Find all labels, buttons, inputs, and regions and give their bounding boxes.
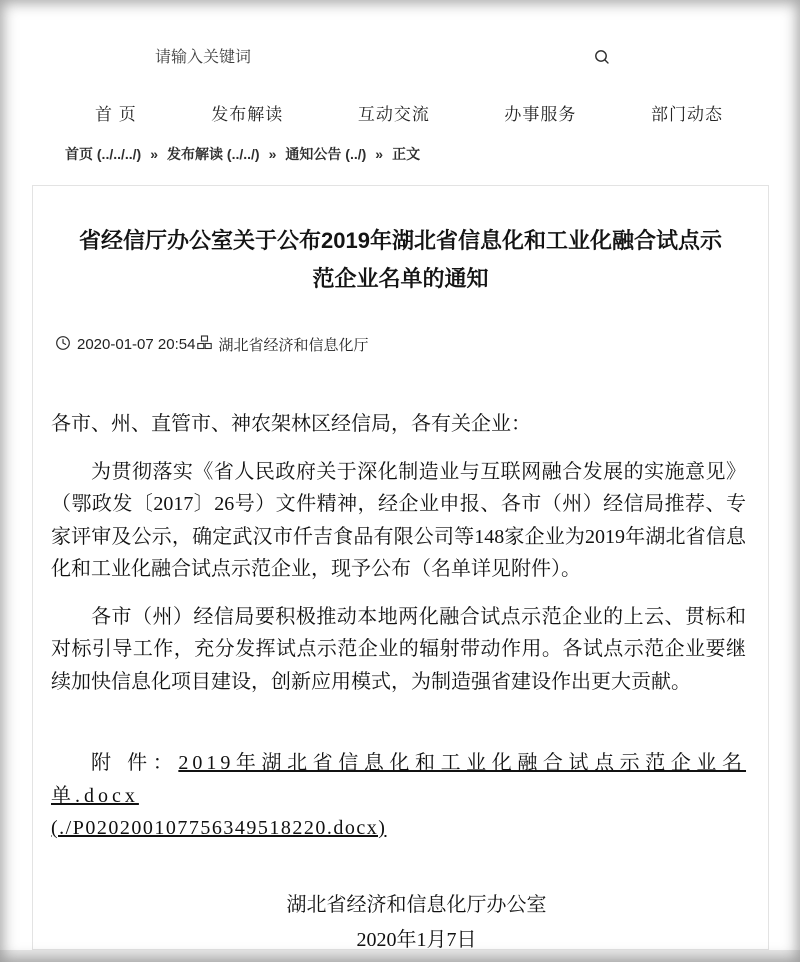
- breadcrumb-separator: »: [375, 146, 384, 162]
- document-body: [33, 408, 768, 958]
- salutation-paragraph: 各市、州、直管市、神农架林区经信局，各有关企业：: [51, 413, 531, 435]
- article-card: [32, 185, 769, 950]
- clock-icon: [55, 335, 71, 355]
- page-title: 省经信厅办公室关于公布2019年湖北省信息化和工业化融合试点示范企业名单的通知: [79, 228, 722, 291]
- nav-item-releases[interactable]: 发布解读: [211, 105, 284, 124]
- signature-block: [69, 888, 764, 958]
- breadcrumb-separator: »: [268, 146, 277, 162]
- signature-office: 湖北省经济和信息化厅办公室: [286, 893, 547, 916]
- nav-item-interact[interactable]: 互动交流: [357, 105, 430, 124]
- attachment-link-path[interactable]: (./P020200107756349518220.docx): [51, 817, 387, 839]
- attachment-block: [51, 747, 746, 845]
- publish-source: 湖北省经济和信息化厅: [218, 337, 369, 354]
- page-footer-strip: [0, 950, 800, 962]
- search-button[interactable]: [589, 45, 615, 71]
- publish-datetime: 2020-01-07 20:54: [77, 336, 196, 353]
- article-meta: [55, 334, 368, 355]
- nav-item-services[interactable]: 办事服务: [504, 105, 577, 124]
- body-paragraph-1: 为贯彻落实《省人民政府关于深化制造业与互联网融合发展的实施意见》（鄂政发〔2017〕26号）文件精神，经企业申报、各市（州）经信局推荐、专家评审及公示，确定武汉市仟吉食品有限公司等148家企业为2019年湖北省信息化和工业化融合试点示范企业，现予公布（名单详见附件）。: [51, 460, 746, 580]
- attachment-label: 附 件：: [91, 752, 179, 774]
- breadcrumb-current: 正文: [392, 146, 421, 162]
- body-paragraph-2: 各市（州）经信局要积极推动本地两化融合试点示范企业的上云、贯标和对标引导工作，充分发挥试点示范企业的辐射带动作用。各试点示范企业要继续加快信息化项目建设，创新应用模式，为制造强省建设作出更大贡献。: [51, 605, 746, 693]
- nav-item-updates[interactable]: 部门动态: [650, 105, 723, 124]
- search-input[interactable]: [155, 43, 535, 73]
- nav-item-home[interactable]: 首 页: [95, 105, 137, 124]
- breadcrumb-home[interactable]: 首页 (../../../): [65, 146, 142, 162]
- breadcrumb-separator: »: [150, 146, 159, 162]
- breadcrumb-notices[interactable]: 通知公告 (../): [285, 146, 367, 162]
- signature-date: 2020年1月7日: [356, 928, 477, 951]
- main-nav: [95, 100, 723, 125]
- breadcrumb-releases[interactable]: 发布解读 (../../): [167, 146, 260, 162]
- search-bar: [155, 40, 615, 76]
- search-icon: [593, 48, 611, 69]
- attachment-link[interactable]: 2019年湖北省信息化和工业化融合试点示范企业名单.docx: [51, 752, 747, 807]
- breadcrumb: [65, 144, 420, 164]
- organization-icon: [197, 335, 212, 354]
